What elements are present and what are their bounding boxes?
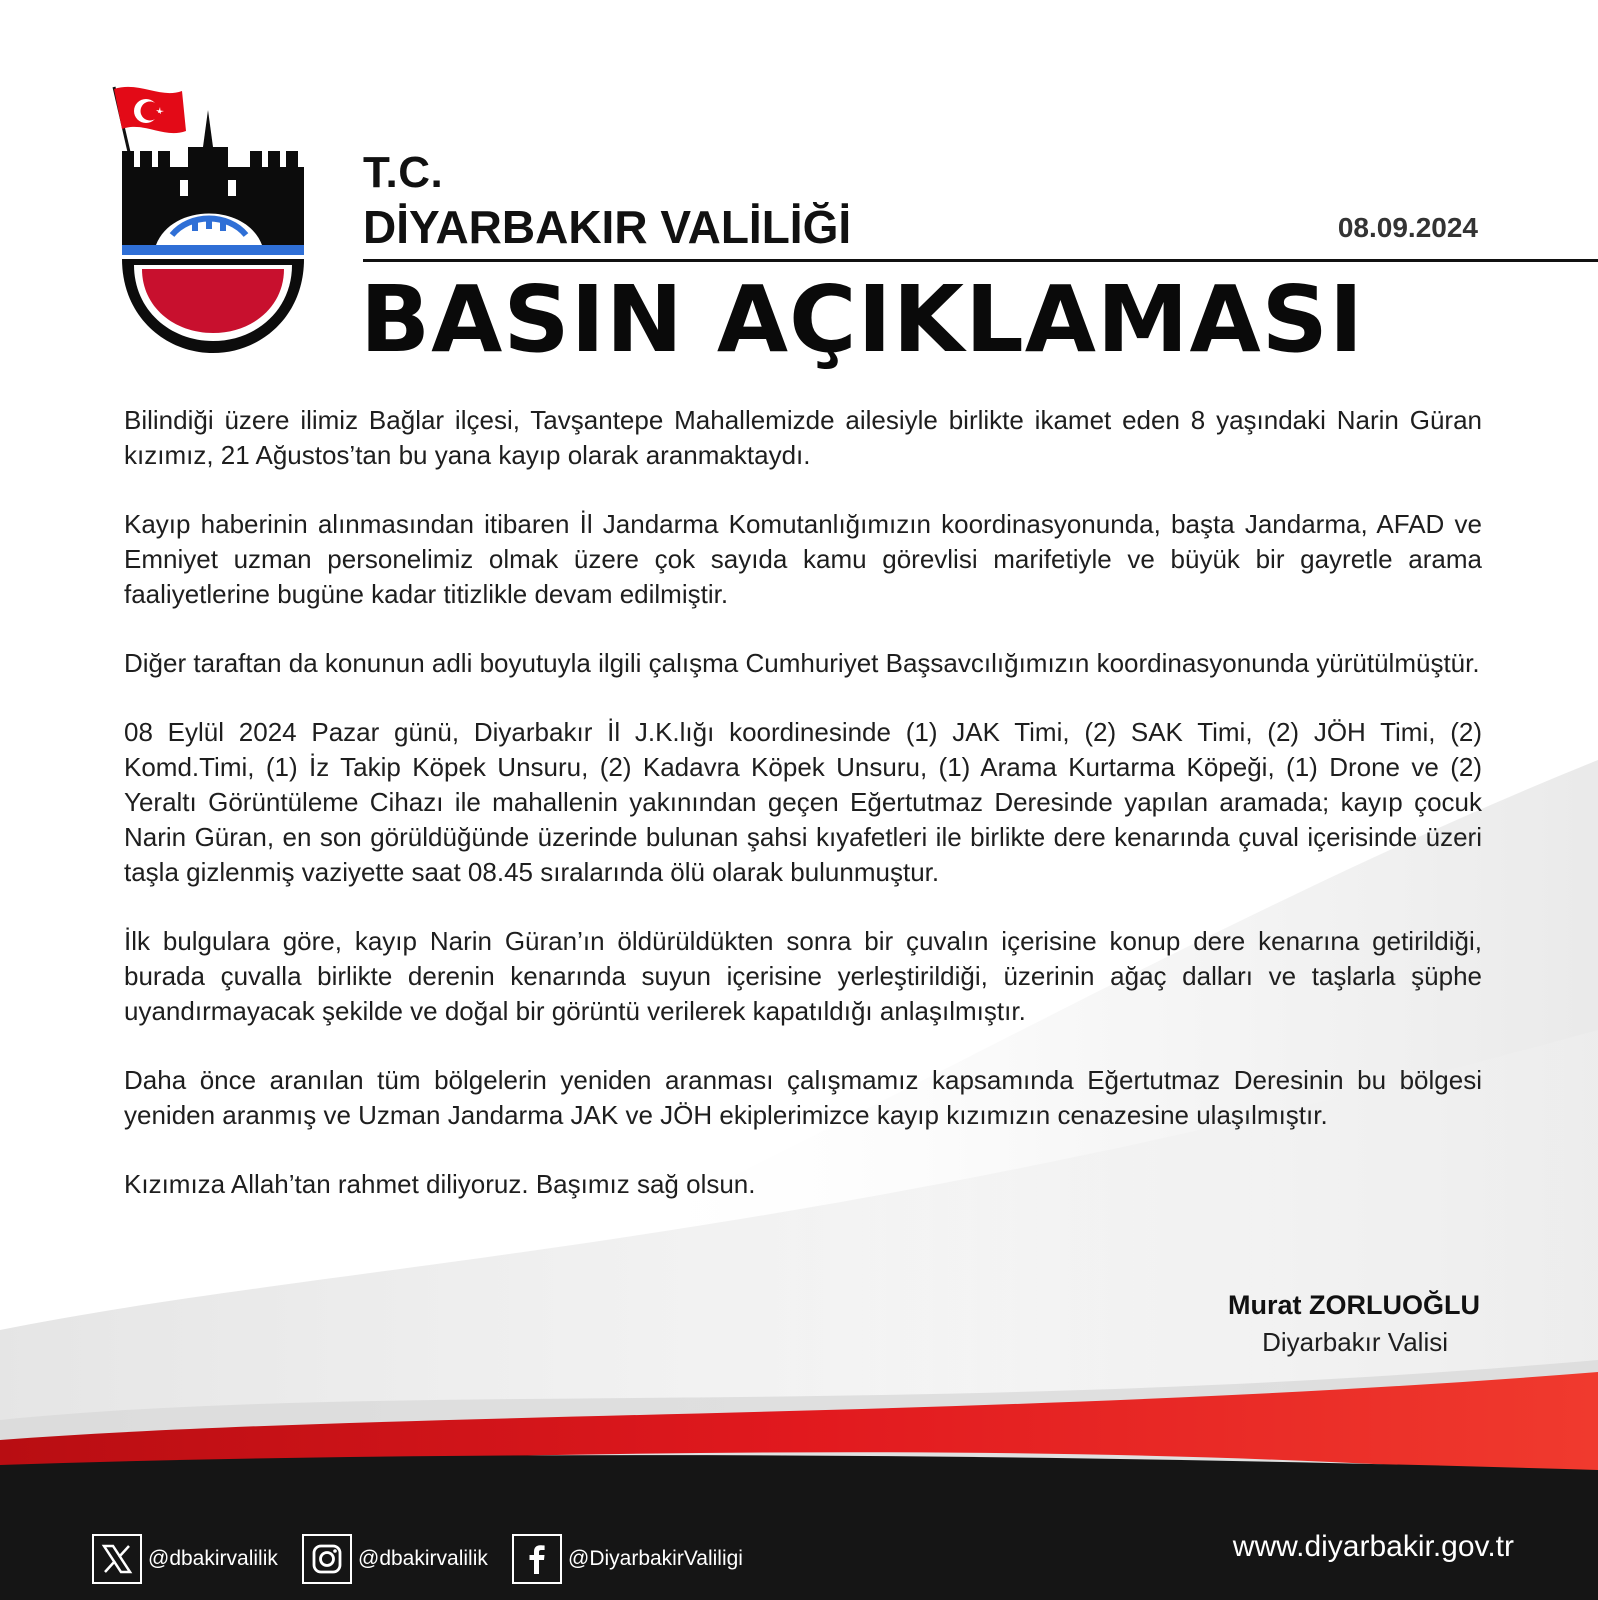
website-link[interactable]: www.diyarbakir.gov.tr <box>1232 1530 1514 1563</box>
signatory-name: Murat ZORLUOĞLU <box>1228 1290 1480 1320</box>
page-title: BASIN AÇIKLAMASI <box>360 266 1365 373</box>
instagram-icon <box>302 1534 352 1584</box>
statement-paragraph: Kızımıza Allah’tan rahmet diliyoruz. Başımız sağ olsun. <box>124 1169 756 1199</box>
signatory-title: Diyarbakır Valisi <box>1262 1327 1448 1357</box>
statement-paragraph: İlk bulgulara göre, kayıp Narin Güran’ın öldürüldükten sonra bir çuvalın içerisine konup dere kenarına getirildiği, burada çuvalla birlikte derenin kenarında suyun içerisine yerleştirildiği, üzerinin ağaç dalları ve taşlarla şüphe uyandırmayacak şekilde ve doğal bir görüntü verilerek kapatıldığı anlaşılmıştır. <box>124 926 1482 1026</box>
social-handle: @DiyarbakirValiligi <box>568 1547 743 1570</box>
diyarbakir-governorship-logo <box>110 85 315 365</box>
statement-paragraph: Kayıp haberinin alınmasından itibaren İl Jandarma Komutanlığımızın koordinasyonunda, başta Jandarma, AFAD ve Emniyet uzman personelimiz olmak üzere çok sayıda kamu görevlisi marifetiyle ve büyük bir gayretle arama faaliyetlerine bugüne kadar titizlikle devam edilmiştir. <box>124 509 1482 609</box>
social-x-link[interactable] <box>92 1532 278 1586</box>
country-abbreviation: T.C. <box>363 148 444 197</box>
header-divider <box>363 259 1598 262</box>
release-date: 08.09.2024 <box>1337 212 1478 243</box>
social-handle: @dbakirvalilik <box>358 1547 488 1570</box>
social-handle: @dbakirvalilik <box>148 1547 278 1570</box>
statement-paragraph: Daha önce aranılan tüm bölgelerin yeniden aranması çalışmamız kapsamında Eğertutmaz Deresinin bu bölgesi yeniden aranmış ve Uzman Jandarma JAK ve JÖH ekiplerimizce kayıp kızımızın cenazesine ulaşılmıştır. <box>124 1065 1482 1130</box>
institution-name: DİYARBAKIR VALİLİĞİ <box>363 201 852 253</box>
statement-paragraph: 08 Eylül 2024 Pazar günü, Diyarbakır İl J.K.lığı koordinesinde (1) JAK Timi, (2) SAK Timi, (2) JÖH Timi, (2) Komd.Timi, (1) İz Takip Köpek Unsuru, (2) Kadavra Köpek Unsuru, (1) Arama Kurtarma Köpeği, (1) Drone ve (2) Yeraltı Görüntüleme Cihazı ile mahallenin yakınından geçen Eğertutmaz Deresinde yapılan aramada; kayıp çocuk Narin Güran, en son görüldüğünde üzerinde bulunan şahsi kıyafetleri ile birlikte dere kenarında çuval içerisinde üzeri taşla gizlenmiş vaziyette saat 08.45 sıralarında ölü olarak bulunmuştur. <box>124 717 1482 887</box>
statement-paragraph: Bilindiği üzere ilimiz Bağlar ilçesi, Tavşantepe Mahallemizde ailesiyle birlikte ikamet eden 8 yaşındaki Narin Güran kızımız, 21 Ağustos’tan bu yana kayıp olarak aranmaktaydı. <box>124 405 1482 470</box>
facebook-icon <box>512 1534 562 1584</box>
statement-body <box>124 403 1482 1236</box>
social-instagram-link[interactable] <box>302 1532 488 1586</box>
statement-paragraph: Diğer taraftan da konunun adli boyutuyla ilgili çalışma Cumhuriyet Başsavcılığımızın koordinasyonunda yürütülmüştür. <box>124 648 1480 678</box>
social-facebook-link[interactable] <box>512 1532 743 1586</box>
x-icon <box>92 1534 142 1584</box>
